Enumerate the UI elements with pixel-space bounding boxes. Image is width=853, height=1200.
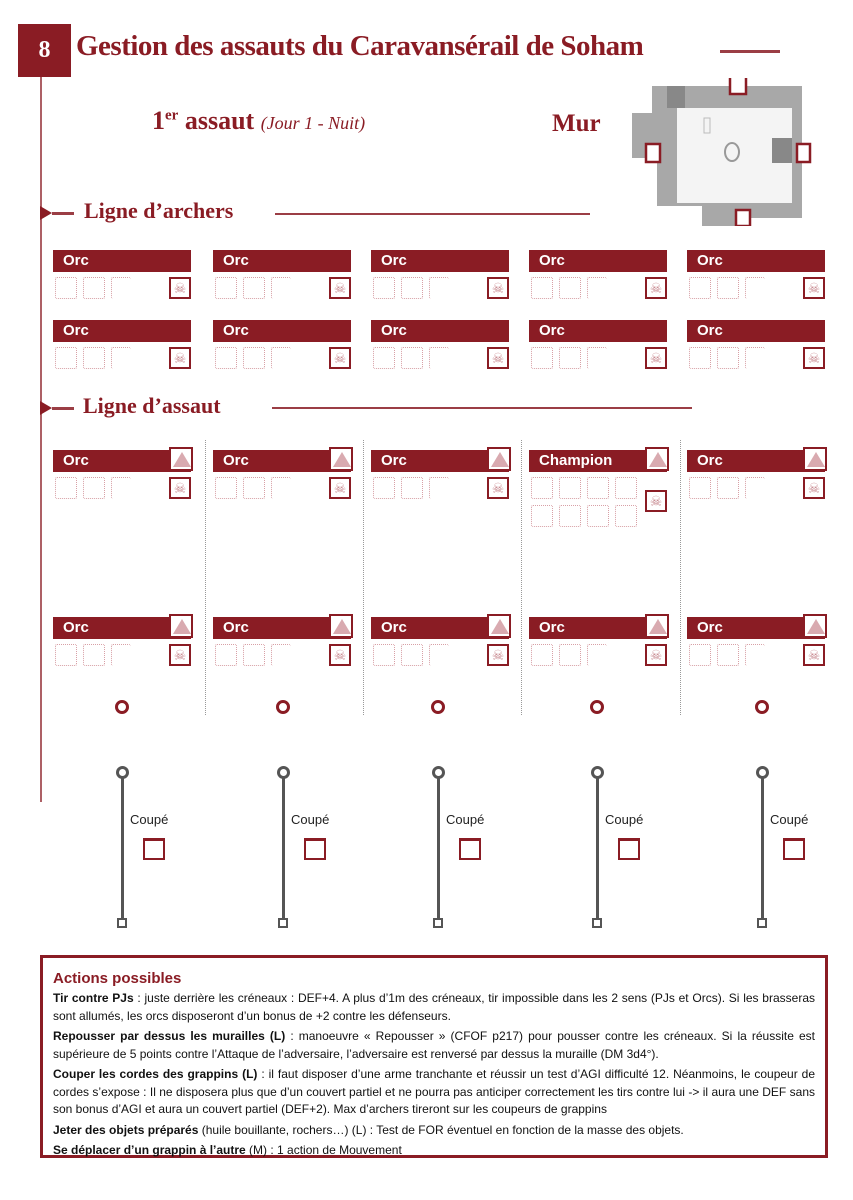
hp-checkbox[interactable] <box>689 347 711 369</box>
enemy-card <box>687 617 825 666</box>
margin-line <box>40 77 42 802</box>
enemy-name: Orc <box>213 250 351 272</box>
action-description: : manoeuvre « Repousser » (CFOF p217) pour pousser contre les créneaux. Si la réussite est supérieure de 5 points contre l’Attaque de l’adversaire, l’adversaire est renversé par dessus la muraille (DM 3d4°). <box>53 1029 815 1061</box>
hit-boxes <box>371 347 479 369</box>
skull-checkbox-icon[interactable]: ☠ <box>169 644 191 666</box>
page-number: 8 <box>18 24 71 77</box>
hp-checkbox[interactable] <box>745 277 765 299</box>
hp-checkbox[interactable] <box>587 477 609 499</box>
enemy-card <box>53 250 191 299</box>
skull-checkbox-icon[interactable]: ☠ <box>487 477 509 499</box>
cut-label: Coupé <box>291 812 330 827</box>
grapple-rope <box>761 778 764 920</box>
hp-checkbox[interactable] <box>243 644 265 666</box>
grapple-rope <box>282 778 285 920</box>
rope-hook-icon <box>591 766 604 779</box>
rope-end-icon <box>592 918 602 928</box>
hp-checkbox[interactable] <box>401 277 423 299</box>
hp-checkbox[interactable] <box>429 347 449 369</box>
enemy-card <box>371 450 509 499</box>
enemy-card <box>529 617 667 666</box>
hit-boxes <box>371 277 479 299</box>
enemy-card <box>371 320 509 369</box>
enemy-name: Orc <box>529 320 667 342</box>
enemy-name: Orc <box>53 617 191 639</box>
hit-boxes <box>371 644 479 666</box>
hit-boxes <box>213 347 321 369</box>
hp-checkbox[interactable] <box>373 277 395 299</box>
ladder-triangle-icon[interactable] <box>487 614 511 638</box>
enemy-name: Orc <box>371 250 509 272</box>
hit-boxes <box>529 644 637 666</box>
enemy-card <box>687 320 825 369</box>
action-name: Couper les cordes des grappins (L) <box>53 1067 258 1081</box>
hit-boxes <box>687 347 795 369</box>
hp-checkbox[interactable] <box>587 505 609 527</box>
hp-checkbox[interactable] <box>559 505 581 527</box>
enemy-name: Orc <box>213 320 351 342</box>
hit-boxes <box>53 347 161 369</box>
enemy-name: Orc <box>687 250 825 272</box>
hp-checkbox[interactable] <box>615 505 637 527</box>
hp-checkbox[interactable] <box>83 644 105 666</box>
hp-checkbox[interactable] <box>717 644 739 666</box>
enemy-card <box>53 617 191 666</box>
enemy-card <box>687 450 825 499</box>
hp-checkbox[interactable] <box>745 347 765 369</box>
skull-checkbox-icon[interactable]: ☠ <box>803 644 825 666</box>
hp-checkbox[interactable] <box>111 347 131 369</box>
hp-checkbox[interactable] <box>717 347 739 369</box>
hp-checkbox[interactable] <box>429 277 449 299</box>
hp-checkbox[interactable] <box>243 477 265 499</box>
hp-checkbox[interactable] <box>215 477 237 499</box>
action-description: : juste derrière les créneaux : DEF+4. A plus d’1m des créneaux, tir impossible dans les 2 sens (PJs et Orcs). Si les brasseras sont allumés, les orcs disposeront d’un bonus de +2 contre les défenseurs. <box>53 991 815 1023</box>
hit-boxes <box>529 347 637 369</box>
hp-checkbox[interactable] <box>745 477 765 499</box>
hp-checkbox[interactable] <box>373 644 395 666</box>
hp-checkbox[interactable] <box>559 277 581 299</box>
ladder-triangle-icon[interactable] <box>329 614 353 638</box>
ladder-triangle-icon[interactable] <box>169 614 193 638</box>
enemy-name: Orc <box>687 320 825 342</box>
rope-hook-icon <box>432 766 445 779</box>
hp-checkbox[interactable] <box>587 347 607 369</box>
enemy-card <box>687 250 825 299</box>
skull-checkbox-icon[interactable]: ☠ <box>487 347 509 369</box>
enemy-name: Orc <box>687 617 825 639</box>
skull-checkbox-icon[interactable]: ☠ <box>487 277 509 299</box>
ladder-triangle-icon[interactable] <box>803 447 827 471</box>
enemy-card <box>53 320 191 369</box>
hit-boxes <box>687 644 795 666</box>
hp-checkbox[interactable] <box>215 644 237 666</box>
hit-boxes <box>371 477 479 499</box>
enemy-card <box>371 617 509 666</box>
cut-label: Coupé <box>446 812 485 827</box>
skull-checkbox-icon[interactable]: ☠ <box>803 477 825 499</box>
hp-checkbox[interactable] <box>55 644 77 666</box>
hp-checkbox[interactable] <box>111 277 131 299</box>
column-divider <box>205 440 206 715</box>
column-divider <box>363 440 364 715</box>
grapple-anchor-icon <box>755 700 769 714</box>
hp-checkbox[interactable] <box>531 477 553 499</box>
hp-checkbox[interactable] <box>401 347 423 369</box>
enemy-name: Orc <box>213 617 351 639</box>
hp-checkbox[interactable] <box>559 644 581 666</box>
hp-checkbox[interactable] <box>243 347 265 369</box>
enemy-name: Orc <box>371 617 509 639</box>
hp-checkbox[interactable] <box>429 644 449 666</box>
cut-checkbox[interactable] <box>304 838 326 860</box>
assault-ordinal: 1 <box>152 106 165 135</box>
enemy-name: Orc <box>687 450 825 472</box>
location-label: Mur <box>552 110 601 137</box>
skull-checkbox-icon[interactable]: ☠ <box>329 644 351 666</box>
enemy-name: Orc <box>213 450 351 472</box>
skull-checkbox-icon[interactable]: ☠ <box>169 277 191 299</box>
rope-end-icon <box>117 918 127 928</box>
hp-checkbox[interactable] <box>271 347 291 369</box>
hp-checkbox[interactable] <box>271 644 291 666</box>
enemy-name: Orc <box>529 250 667 272</box>
hp-checkbox[interactable] <box>271 477 291 499</box>
hp-checkbox[interactable] <box>717 477 739 499</box>
skull-checkbox-icon[interactable]: ☠ <box>329 347 351 369</box>
section-rule <box>272 407 692 409</box>
enemy-name: Orc <box>53 450 191 472</box>
hp-checkbox[interactable] <box>83 277 105 299</box>
hit-boxes <box>53 644 161 666</box>
cut-checkbox[interactable] <box>143 838 165 860</box>
hp-checkbox[interactable] <box>55 277 77 299</box>
enemy-name: Orc <box>53 320 191 342</box>
rope-hook-icon <box>756 766 769 779</box>
enemy-name: Orc <box>53 250 191 272</box>
grapple-anchor-icon <box>590 700 604 714</box>
grapple-rope <box>596 778 599 920</box>
section-rule <box>52 407 74 410</box>
hp-checkbox[interactable] <box>531 347 553 369</box>
section-rule <box>275 213 590 215</box>
action-name: Se déplacer d’un grappin à l’autre <box>53 1143 246 1157</box>
skull-checkbox-icon[interactable]: ☠ <box>645 644 667 666</box>
grapple-rope <box>121 778 124 920</box>
rope-hook-icon <box>116 766 129 779</box>
hp-checkbox[interactable] <box>215 277 237 299</box>
hit-boxes <box>529 477 637 527</box>
action-name: Repousser par dessus les murailles (L) <box>53 1029 286 1043</box>
assault-heading <box>152 106 365 136</box>
action-description: (huile bouillante, rochers…) (L) : Test de FOR éventuel en fonction de la masse des objets. <box>198 1122 684 1137</box>
page-title: Gestion des assauts du Caravansérail de Soham <box>76 30 644 62</box>
hit-boxes <box>213 277 321 299</box>
action-item <box>53 1066 815 1119</box>
hit-boxes <box>687 477 795 499</box>
enemy-card <box>371 250 509 299</box>
hp-checkbox[interactable] <box>429 477 449 499</box>
cut-checkbox[interactable] <box>783 838 805 860</box>
assault-section-title: Ligne d’assaut <box>83 393 221 418</box>
hp-checkbox[interactable] <box>401 644 423 666</box>
action-name: Tir contre PJs <box>53 991 134 1005</box>
assault-label: assaut <box>184 106 255 135</box>
enemy-name: Orc <box>371 320 509 342</box>
section-arrow-icon <box>40 401 52 415</box>
skull-checkbox-icon[interactable]: ☠ <box>645 490 667 512</box>
hp-checkbox[interactable] <box>111 644 131 666</box>
hp-checkbox[interactable] <box>531 644 553 666</box>
hp-checkbox[interactable] <box>587 277 607 299</box>
cut-label: Coupé <box>130 812 169 827</box>
hp-checkbox[interactable] <box>83 347 105 369</box>
assault-ordinal-suffix: er <box>165 107 179 124</box>
ladder-triangle-icon[interactable] <box>803 614 827 638</box>
section-rule <box>52 212 74 215</box>
hp-checkbox[interactable] <box>689 644 711 666</box>
cut-checkbox[interactable] <box>459 838 481 860</box>
ladder-triangle-icon[interactable] <box>169 447 193 471</box>
hp-checkbox[interactable] <box>373 347 395 369</box>
hp-checkbox[interactable] <box>531 505 553 527</box>
action-name: Jeter des objets préparés <box>53 1122 199 1137</box>
action-item <box>53 1142 815 1160</box>
title-rule <box>720 50 780 53</box>
hp-checkbox[interactable] <box>745 644 765 666</box>
enemy-card <box>213 617 351 666</box>
hp-checkbox[interactable] <box>401 477 423 499</box>
skull-checkbox-icon[interactable]: ☠ <box>803 277 825 299</box>
rope-end-icon <box>433 918 443 928</box>
hp-checkbox[interactable] <box>559 347 581 369</box>
hp-checkbox[interactable] <box>373 477 395 499</box>
hp-checkbox[interactable] <box>587 644 607 666</box>
hp-checkbox[interactable] <box>689 277 711 299</box>
column-divider <box>680 440 681 715</box>
skull-checkbox-icon[interactable]: ☠ <box>329 277 351 299</box>
hit-boxes <box>53 477 161 499</box>
cut-label: Coupé <box>770 812 809 827</box>
section-arrow-icon <box>40 206 52 220</box>
actions-title: Actions possibles <box>53 970 182 987</box>
enemy-card <box>213 450 351 499</box>
ladder-triangle-icon[interactable] <box>645 447 669 471</box>
cut-checkbox[interactable] <box>618 838 640 860</box>
skull-checkbox-icon[interactable]: ☠ <box>645 277 667 299</box>
hp-checkbox[interactable] <box>83 477 105 499</box>
hp-checkbox[interactable] <box>55 347 77 369</box>
action-item <box>53 1122 815 1140</box>
hit-boxes <box>213 644 321 666</box>
ladder-triangle-icon[interactable] <box>645 614 669 638</box>
archers-section-title: Ligne d’archers <box>84 198 234 223</box>
grapple-anchor-icon <box>115 700 129 714</box>
hit-boxes <box>529 277 637 299</box>
enemy-card <box>529 320 667 369</box>
caravanserai-map <box>622 78 812 226</box>
hit-boxes <box>53 277 161 299</box>
grapple-anchor-icon <box>431 700 445 714</box>
skull-checkbox-icon[interactable]: ☠ <box>169 347 191 369</box>
grapple-anchor-icon <box>276 700 290 714</box>
action-description: : il faut disposer d’une arme tranchante et réussir un test d’AGI difficulté 12. Néanmoins, le coupeur de cordes s’expose : Il ne disposera plus que d’un couvert partiel et ne pourra pas anticiper correctement les tirs contre lui -> il aura une DEF sans son bonus d’AGI et aura un couvert partiel (DEF+2). Max d’archers tireront sur les coupeurs de grappins <box>53 1067 816 1116</box>
hp-checkbox[interactable] <box>717 277 739 299</box>
hp-checkbox[interactable] <box>215 347 237 369</box>
hp-checkbox[interactable] <box>689 477 711 499</box>
enemy-card <box>213 320 351 369</box>
skull-checkbox-icon[interactable]: ☠ <box>329 477 351 499</box>
ladder-triangle-icon[interactable] <box>487 447 511 471</box>
hp-checkbox[interactable] <box>271 277 291 299</box>
enemy-card <box>529 450 667 527</box>
cut-label: Coupé <box>605 812 644 827</box>
hp-checkbox[interactable] <box>615 477 637 499</box>
enemy-card <box>529 250 667 299</box>
enemy-name: Champion <box>529 450 667 472</box>
assault-subtitle: (Jour 1 - Nuit) <box>260 113 366 133</box>
skull-checkbox-icon[interactable]: ☠ <box>487 644 509 666</box>
enemy-card <box>53 450 191 499</box>
hp-checkbox[interactable] <box>243 277 265 299</box>
hp-checkbox[interactable] <box>531 277 553 299</box>
rope-hook-icon <box>277 766 290 779</box>
action-description: (M) : 1 action de Mouvement <box>245 1143 402 1157</box>
skull-checkbox-icon[interactable]: ☠ <box>645 347 667 369</box>
enemy-card <box>213 250 351 299</box>
ladder-triangle-icon[interactable] <box>329 447 353 471</box>
hit-boxes <box>213 477 321 499</box>
hit-boxes <box>687 277 795 299</box>
action-item <box>53 1028 815 1063</box>
rope-end-icon <box>757 918 767 928</box>
skull-checkbox-icon[interactable]: ☠ <box>169 477 191 499</box>
hp-checkbox[interactable] <box>111 477 131 499</box>
enemy-name: Orc <box>529 617 667 639</box>
actions-panel <box>40 955 828 1158</box>
action-item <box>53 990 815 1025</box>
grapple-rope <box>437 778 440 920</box>
enemy-name: Orc <box>371 450 509 472</box>
hp-checkbox[interactable] <box>55 477 77 499</box>
rope-end-icon <box>278 918 288 928</box>
column-divider <box>521 440 522 715</box>
skull-checkbox-icon[interactable]: ☠ <box>803 347 825 369</box>
hp-checkbox[interactable] <box>559 477 581 499</box>
